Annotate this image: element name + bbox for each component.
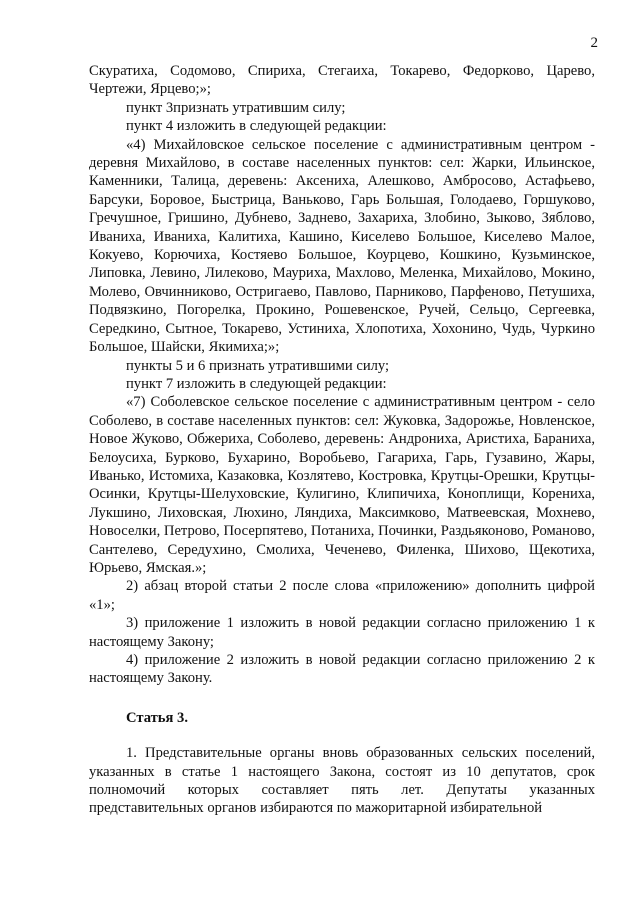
paragraph-item-3: пункт 3признать утратившим силу; [126, 99, 346, 116]
paragraph-items-5-6: пункты 5 и 6 признать утратившими силу; [126, 357, 390, 374]
paragraph-continuation: Скуратиха, Содомово, Спириха, Стегаиха, Токарево, Федорково, Царево, Чертежи, Ярцево;»; [89, 63, 595, 98]
document-body [89, 62, 595, 818]
paragraph-mikhailovskoe: «4) Михайловское сельское поселение с административным центром - деревня Михайлово, в составе населенных пунктов: сел: Жарки, Ильинское, Каменники, Талица, деревень: Аксениха, Алешково, Амбросово, Астафьево, Барсуки, Боровое, Быстрица, Ваньково, Гарь Большая, Голодаево, Горшуково, Гречушное, Гришино, Дубнево, Заднево, Захариха, Злобино, Зыково, Зяблово, Иваниха, Иваниха, Калитиха, Кашино, Киселево Большое, Киселево Малое, Кокуево, Корючиха, Костяево Большое, Коурцево, Кошкино, Кузьминское, Липовка, Левино, Лилеково, Мауриха, Махлово, Меленка, Михайлово, Мокино, Молево, Овчинниково, Остригаево, Павлово, Парниково, Парфеново, Петушиха, Подвязкино, Погорелка, Прокино, Рошевенское, Ручей, Сельцо, Сергеевка, Середкино, Сытное, Токарево, Устиниха, Хлопотиха, Хохонино, Чудь, Чуркино Большое, Шайски, Якимиха;»; [89, 136, 595, 356]
article-3-heading: Статья 3. [126, 709, 188, 726]
article-3-paragraph-1: 1. Представительные органы вновь образованных сельских поселений, указанных в статье 1 настоящего Закона, состоят из 10 депутатов, срок полномочий которых составляет пять лет. Депутаты указанных представительных органов избираются по мажоритарной избирательной [89, 745, 595, 817]
paragraph-amendment-2: 2) абзац второй статьи 2 после слова «приложению» дополнить цифрой «1»; [89, 578, 595, 613]
page-number: 2 [590, 35, 598, 51]
paragraph-item-4-intro: пункт 4 изложить в следующей редакции: [126, 118, 387, 135]
paragraph-item-7-intro: пункт 7 изложить в следующей редакции: [126, 375, 387, 392]
paragraph-amendment-3: 3) приложение 1 изложить в новой редакции согласно приложению 1 к настоящему Закону; [89, 615, 595, 650]
paragraph-amendment-4: 4) приложение 2 изложить в новой редакции согласно приложению 2 к настоящему Закону. [89, 652, 595, 687]
paragraph-sobolevskoe: «7) Соболевское сельское поселение с административным центром - село Соболево, в составе населенных пунктов: сел: Жуковка, Задорожье, Новленское, Новое Жуково, Обжериха, Соболево, деревень: Андрониха, Аристиха, Бараниха, Белоусиха, Бурково, Бухарино, Воробьево, Гагариха, Гарь, Гузавино, Жары, Иванько, Истомиха, Казаковка, Козлятево, Костровка, Крутцы-Орешки, Крутцы-Осинки, Крутцы-Шелуховские, Кулигино, Клипичиха, Коноплищи, Корениха, Лукшино, Лиховская, Люхино, Ляндиха, Максимково, Матвеевская, Мохнево, Новоселки, Петрово, Посерпятево, Потаниха, Починки, Раздьяконово, Романово, Сантелево, Середухино, Смолиха, Чеченево, Филенка, Шихово, Щекотиха, Юрьево, Ямская.»; [89, 394, 595, 576]
